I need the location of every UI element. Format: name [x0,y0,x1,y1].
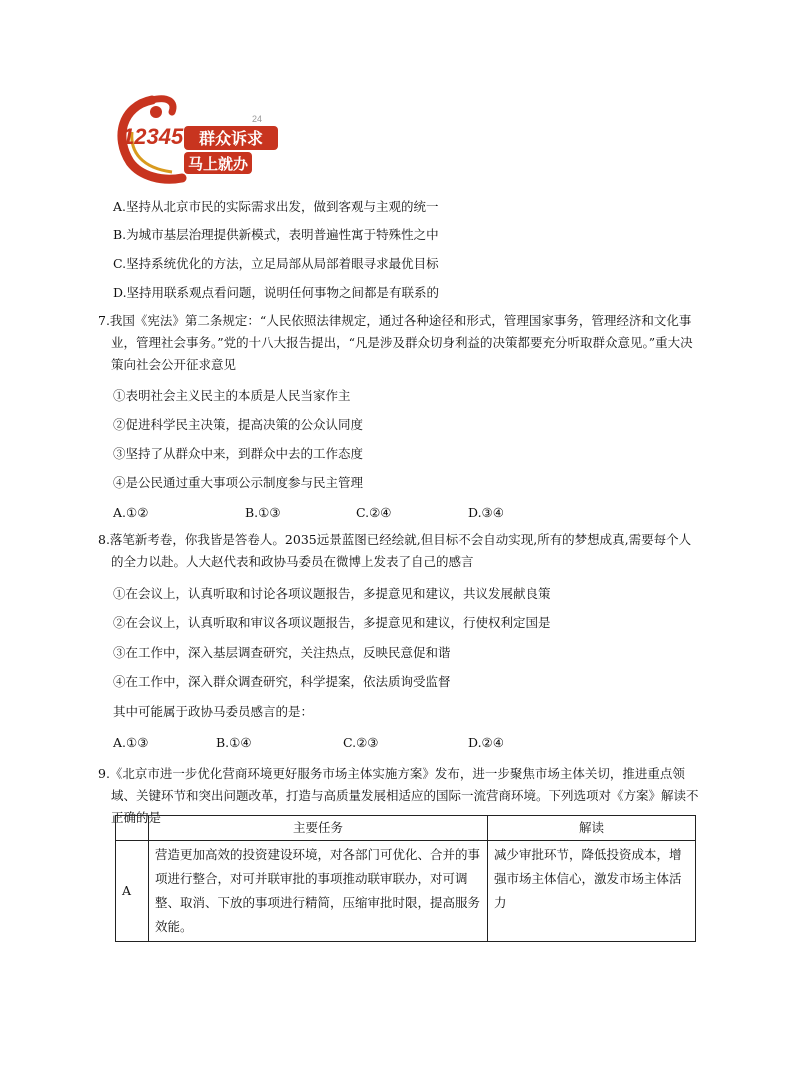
q8-choices [113,735,613,751]
q7-item: ③坚持了从群众中来，到群众中去的工作态度 [113,446,364,461]
q6-option-d: D.坚持用联系观点看问题，说明任何事物之间都是有联系的 [113,285,440,300]
row-reading: 减少审批环节，降低投资成本，增强市场主体信心，激发市场主体活力 [488,841,696,942]
q7-stem: 7.我国《宪法》第二条规定：“人民依照法律规定，通过各种途径和形式，管理国家事务，管理经济和文化事业，管理社会事务。”党的十八大报告提出，“凡是涉及群众切身利益的决策都要充分听取群众意见。”重大决策向社会公开征求意见 [98,313,693,372]
table-header-task: 主要任务 [149,816,488,841]
q8-item: ①在会议上，认真听取和讨论各项议题报告，多提意见和建议，共议发展献良策 [113,586,551,601]
table-header-blank [116,816,149,841]
q7-choice-b: B.①③ [245,505,281,520]
logo-small-number: 24 [252,114,263,124]
logo-text-bottom: 马上就办 [187,155,249,173]
q6-option-c: C.坚持系统优化的方法，立足局部从局部着眼寻求最优目标 [113,256,439,271]
q8-choice-d: D.②④ [468,735,504,750]
q6-option-a: A.坚持从北京市民的实际需求出发，做到客观与主观的统一 [113,199,439,214]
q7-choice-c: C.②④ [356,505,392,520]
q6-option-b: B.为城市基层治理提供新模式，表明普遍性寓于特殊性之中 [113,227,439,242]
hotline-12345-logo [112,92,284,184]
q7-item: ①表明社会主义民主的本质是人民当家作主 [113,388,351,403]
row-label: A [116,841,149,942]
q8-ask: 其中可能属于政协马委员感言的是： [113,704,314,719]
q8-choice-b: B.①④ [216,735,252,750]
q9-table [115,815,696,942]
table-row [116,841,696,942]
q7-choice-d: D.③④ [468,505,504,520]
logo-text-top: 群众诉求 [198,129,264,148]
q8-choice-a: A.①③ [113,735,149,750]
q7-choices [113,505,613,521]
q7-item: ②促进科学民主决策，提高决策的公众认同度 [113,417,364,432]
q8-item: ④在工作中，深入群众调查研究，科学提案，依法质询受监督 [113,674,451,689]
q9-stem: 9.《北京市进一步优化营商环境更好服务市场主体实施方案》发布，进一步聚焦市场主体关切，推进重点领域、关键环节和突出问题改革，打造与高质量发展相适应的国际一流营商环境。下列选项对《方案》解读不正确的是 [98,766,699,825]
logo-number: 12345 [122,124,184,149]
q8-stem: 8.落笔新考卷，你我皆是答卷人。2035远景蓝图已经绘就,但目标不会自动实现,所有的梦想成真,需要每个人的全力以赴。人大赵代表和政协马委员在微博上发表了自己的感言 [98,532,692,569]
table-header-reading: 解读 [488,816,696,841]
q8-choice-c: C.②③ [343,735,379,750]
q8-item: ②在会议上，认真听取和审议各项议题报告，多提意见和建议，行使权利定国是 [113,615,551,630]
q7-item: ④是公民通过重大事项公示制度参与民主管理 [113,475,364,490]
q8-item: ③在工作中，深入基层调查研究，关注热点，反映民意促和谐 [113,645,451,660]
row-task: 营造更加高效的投资建设环境，对各部门可优化、合并的事项进行整合，对可并联审批的事项推动联审联办，对可调整、取消、下放的事项进行精简，压缩审批时限，提高服务效能。 [149,841,488,942]
q7-choice-a: A.①② [113,505,149,520]
table-header-row [116,816,696,841]
